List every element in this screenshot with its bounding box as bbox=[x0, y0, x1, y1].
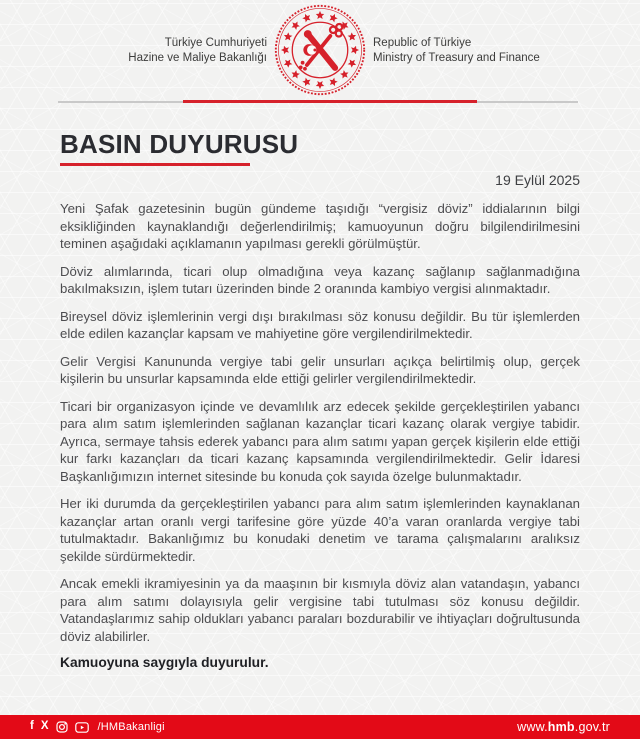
page-title: BASIN DUYURUSU bbox=[60, 129, 299, 159]
website-suffix: .gov.tr bbox=[574, 720, 610, 734]
document-date: 19 Eylül 2025 bbox=[495, 172, 580, 188]
instagram-icon[interactable] bbox=[56, 721, 68, 733]
youtube-icon[interactable] bbox=[75, 722, 89, 733]
x-icon[interactable]: X bbox=[40, 720, 49, 733]
paragraph-3: Bireysel döviz işlemlerinin vergi dışı bırakılması söz konusu değildir. Bu tür işlemlerden elde edilen kazançlar kapsam ve mahiyetine göre vergilendirilmektedir. bbox=[60, 308, 580, 341]
org-name-english bbox=[373, 36, 540, 66]
paragraph-2: Döviz alımlarında, ticari olup olmadığına veya kazanç sağlanıp sağlanmadığına bakılmaksızın, işlem tutarı üzerinden binde 2 oranında kambiyo vergisi alınmaktadır. bbox=[60, 263, 580, 296]
paragraph-7: Ancak emekli ikramiyesinin ya da maaşının bir kısmıyla döviz alan vatandaşın, yabancı para alım satımı dolayısıyla gelir vergisine tabi tutulması söz konusu değildir. Vatandaşlarımız sahip oldukları yabancı paraları bozdurabilir ve ihtiyaçları doğrultusunda döviz alabilirler. bbox=[60, 576, 580, 644]
paragraph-1: Yeni Şafak gazetesinin bugün gündeme taşıdığı “vergisiz döviz” iddialarının bilgi eksikliğinden kaynaklandığı değerlendirilmiş; kamuoyunun doğru bilgilendirilmesini teminen aşağıdaki açıklamanın yapılması gerekli görülmüştür. bbox=[60, 201, 580, 251]
ministry-emblem-logo bbox=[273, 3, 367, 97]
paragraphs bbox=[60, 200, 580, 645]
paragraph-6: Her iki durumda da gerçekleştirilen yabancı para alım satım işlemlerinden kaynaklanan kazançlar artan oranlı vergi tarifesine göre yüzde 40’a varan oranlarda vergiye tabi tutulmaktadır. Bakanlığımız bu konudaki denetim ve tarama çalışmalarını aralıksız şekilde sürdürmektedir. bbox=[60, 496, 580, 564]
title-underline bbox=[60, 163, 250, 166]
org-name-tr-line2: Hazine ve Maliye Bakanlığı bbox=[128, 52, 267, 64]
facebook-icon[interactable]: f bbox=[30, 720, 34, 733]
closing-statement: Kamuoyuna saygıyla duyurulur. bbox=[60, 655, 269, 670]
org-name-tr-line1: Türkiye Cumhuriyeti bbox=[164, 37, 267, 49]
org-name-en-line1: Republic of Türkiye bbox=[373, 37, 472, 49]
footer-bar bbox=[0, 715, 640, 739]
social-handle[interactable]: /HMBakanligi bbox=[97, 721, 165, 733]
paragraph-4: Gelir Vergisi Kanununda vergiye tabi gelir unsurları açıkça belirtilmiş olup, gerçek kişilerin bu unsurlar kapsamında elde ettiği gelirler vergilendirilmektedir. bbox=[60, 353, 580, 386]
org-name-turkish bbox=[128, 36, 267, 66]
website-prefix: www. bbox=[517, 720, 548, 734]
website-bold: hmb bbox=[547, 720, 575, 734]
header bbox=[0, 0, 640, 103]
social-links bbox=[30, 721, 165, 733]
website-link[interactable] bbox=[517, 720, 610, 734]
paragraph-5: Ticari bir organizasyon içinde ve devamlılık arz edecek şekilde gerçekleştirilen yabancı para alım satım işlemlerinden sağlanan kazançlar ticari kazanç olarak vergiye tabidir. Ayrıca, sermaye tahsis ederek yabancı para alım satımı yapan gerçek kişilerin elde ettiği kur farkı kazançları da ticari kazanç kapsamında vergilendirilmektedir. Gelir İdaresi Başkanlığımızın internet sitesinde bu konuda çok sayıda özelge bulunmaktadır. bbox=[60, 398, 580, 484]
press-release-body bbox=[60, 103, 580, 670]
org-name-en-line2: Ministry of Treasury and Finance bbox=[373, 52, 540, 64]
